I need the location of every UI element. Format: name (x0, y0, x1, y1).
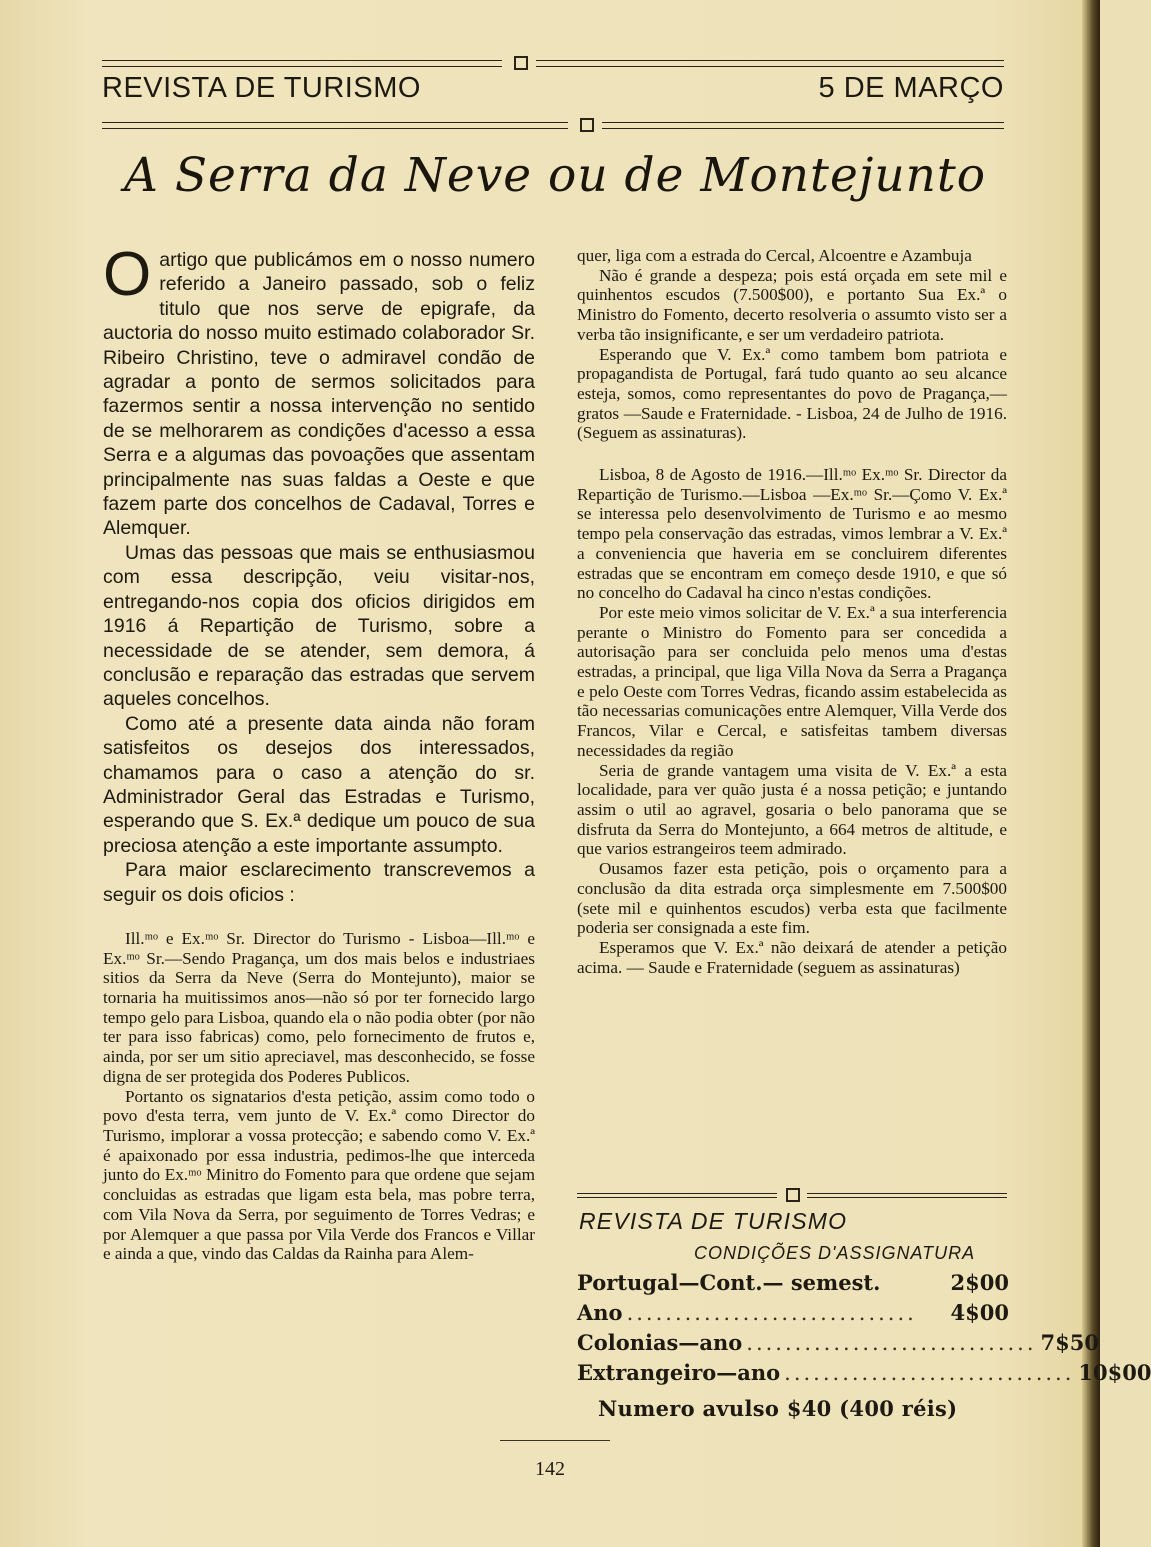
letter-2-paragraph-1: Lisboa, 8 de Agosto de 1916.—Ill.ᵐᵒ Ex.ᵐᵒ Sr. Director da Repartição de Turismo.—Lisboa —Ex.ᵐᵒ Sr.—Çomo V. Ex.ª se interessa pelo desenvolvimento de Turismo e ao mesmo tempo pela conservação das estradas, vimos lembrar a V. Ex.ª a conveniencia que haveria em se concluirem diferentes estradas que se encontram em começo desde 1910, e que só no concelho do Cadaval ha cinco n'estas condições. (577, 465, 1007, 603)
publication-name: REVISTA DE TURISMO (102, 72, 421, 104)
drop-cap: O (103, 240, 152, 309)
letter-1-continuation: quer, liga com a estrada do Cercal, Alcoentre e Azambuja (577, 246, 972, 265)
header-bottom-ornament (580, 118, 594, 132)
price-leader: .............................. (784, 1361, 1075, 1385)
price-label: Ano (577, 1300, 623, 1325)
letter-2-closing: Esperamos que V. Ex.ª não deixará de atender a petição acima. — Saude e Fraternidade (seguem as assinaturas) (577, 937, 1007, 977)
price-value: 4$00 (950, 1300, 1009, 1325)
footer-rule (500, 1440, 610, 1441)
header-top-rule (102, 56, 1004, 70)
price-label: Colonias—ano (577, 1330, 743, 1355)
price-label: Extrangeiro—ano (577, 1360, 781, 1385)
letter-2-paragraph-3: Seria de grande vantagem uma visita de V. Ex.ª a esta localidade, para ver quão justa é a nossa petição; e juntando assim o util ao agravel, gosaria o belo panorama que se disfruta da Serra do Montejunto, a 664 metros de altitude, e que varios estrangeiros teem admirado. (577, 760, 1007, 859)
header-bottom-rule (102, 118, 1004, 132)
price-row (577, 1270, 1009, 1300)
price-row (577, 1360, 1151, 1390)
price-label: Portugal—Cont.— semest. (577, 1270, 881, 1295)
paragraph-4: Para maior esclarecimento transcrevemos a seguir os dois oficios : (103, 859, 535, 906)
price-value: 10$00 (1078, 1360, 1151, 1385)
paragraph-3: Como até a presente data ainda não foram satisfeitos os desejos dos interessados, chamamos para o caso a atenção do sr. Administrador Geral das Estradas e Turismo, esperando que S. Ex.ª dedique um pouco de sua preciosa atenção a este importante assumpto. (103, 712, 535, 857)
price-table (577, 1270, 1151, 1390)
price-leader: .............................. (746, 1331, 1037, 1355)
right-column (577, 246, 1007, 977)
price-value: 2$00 (950, 1270, 1009, 1295)
left-column (103, 240, 535, 1264)
letter-1-paragraph-1: Ill.ᵐᵒ e Ex.ᵐᵒ Sr. Director do Turismo - Lisboa—Ill.ᵐᵒ e Ex.ᵐᵒ Sr.—Sendo Pragança, um dos mais belos e industriaes sitios da Serra da Neve (Serra do Montejunto), maior se tornaria ha muitissimos anos—não só por ter fornecido largo tempo gelo para Lisboa, quando ela o não podia obter (por não ter para isso fabricas) como, pelo fornecimento de frutos e, ainda, por ser um sitio apreciavel, mas desconhecido, se fosse digna de ser protegida dos Poderes Publicos. (103, 928, 535, 1086)
subscription-separator (577, 1188, 1007, 1202)
header-top-ornament (514, 56, 528, 70)
price-leader: .............................. (626, 1301, 917, 1325)
letter-2-paragraph-4: Ousamos fazer esta petição, pois o orçamento para a conclusão da dita estrada orça simplesmente em 7.500$00 (sete mil e quinhentos escudos) verba esta que facilmente poderia ser consignada a este fim. (577, 859, 1007, 938)
price-row (577, 1330, 1099, 1360)
book-spine-edge (1082, 0, 1100, 1547)
price-value: 7$50 (1040, 1330, 1099, 1355)
letter-1-paragraph-3: Não é grande a despeza; pois está orçada em sete mil e quinhentos escudos (7.500$00), e portanto Sua Ex.ª o Ministro do Fomento, decerto resolveria o assumto visto ser a verba tão insignificante, e ser um verdadeiro patriota. (577, 265, 1007, 344)
letter-1-closing: Esperando que V. Ex.ª como tambem bom patriota e propagandista de Portugal, fará tudo quanto ao seu alcance esteja, somos, como representantes do povo de Pragança,—gratos —Saude e Fraternidade. - Lisboa, 24 de Julho de 1916. (Seguem as assinaturas). (577, 344, 1007, 443)
issue-date: 5 DE MARÇO (818, 72, 1004, 104)
masthead (102, 72, 1004, 112)
intro-paragraph: Oartigo que publicámos em o nosso numero referido a Janeiro passado, sob o feliz titulo que nos serve de epigrafe, da auctoria do nosso muito estimado colaborador Sr. Ribeiro Christino, teve o admiravel condão de agradar a ponto de sermos solicitados para fazermos sentir a nossa intervenção no sentido de se melhorarem as condições d'acesso a essa Serra e a algumas das povoações que assentam principalmente nas suas faldas a Oeste e que fazem parte dos concelhos de Cadaval, Torres e Alemquer. (103, 240, 535, 540)
article-title: A Serra da Neve ou de Montejunto (123, 148, 987, 203)
page-number: 142 (535, 1458, 565, 1480)
letter-2-paragraph-2: Por este meio vimos solicitar de V. Ex.ª a sua interferencia perante o Ministro do Fomento para ser concedida a autorisação para ser concluida pelo menos uma d'estas estradas, a principal, que liga Villa Nova da Serra a Pragança e pelo Oeste com Torres Vedras, ficando assim estabelecida as tão necessarias comunicações entre Alemquer, Villa Verde dos Francos, Vilar e Cercal, e satisfeitas tambem diversas necessidades da região (577, 602, 1007, 760)
price-row (577, 1300, 1009, 1330)
separator-ornament (786, 1188, 800, 1202)
letter-1-paragraph-2: Portanto os signatarios d'esta petição, assim como todo o povo d'esta terra, vem junto de V. Ex.ª como Director do Turismo, implorar a vossa protecção; e sabendo como V. Ex.ª é apaixonado por essa industria, pedimos-lhe que interceda junto do Ex.ᵐᵒ Minitro do Fomento para que ordene que sejam concluidas as estradas que ligam esta bela, mas pobre terra, com Vila Nova da Serra, por seguimento de Torres Vedras; e por Alemquer a que passa por Vila Verde dos Francos e Villar e ainda a que, vindo das Caldas da Rainha para Alem- (103, 1086, 535, 1264)
subscription-title: REVISTA DE TURISMO (579, 1208, 848, 1234)
subscription-subtitle: CONDIÇÕES D'ASSIGNATURA (694, 1243, 976, 1263)
paragraph-2: Umas das pessoas que mais se enthusiasmou com essa descripção, veiu visitar-nos, entregando-nos copia dos oficios dirigidos em 1916 á Repartição de Turismo, sobre a necessidade de se atender, sem demora, á conclusão e reparação das estradas que servem aqueles concelhos. (103, 541, 535, 711)
single-issue-price: Numero avulso $40 (400 réis) (598, 1396, 958, 1421)
